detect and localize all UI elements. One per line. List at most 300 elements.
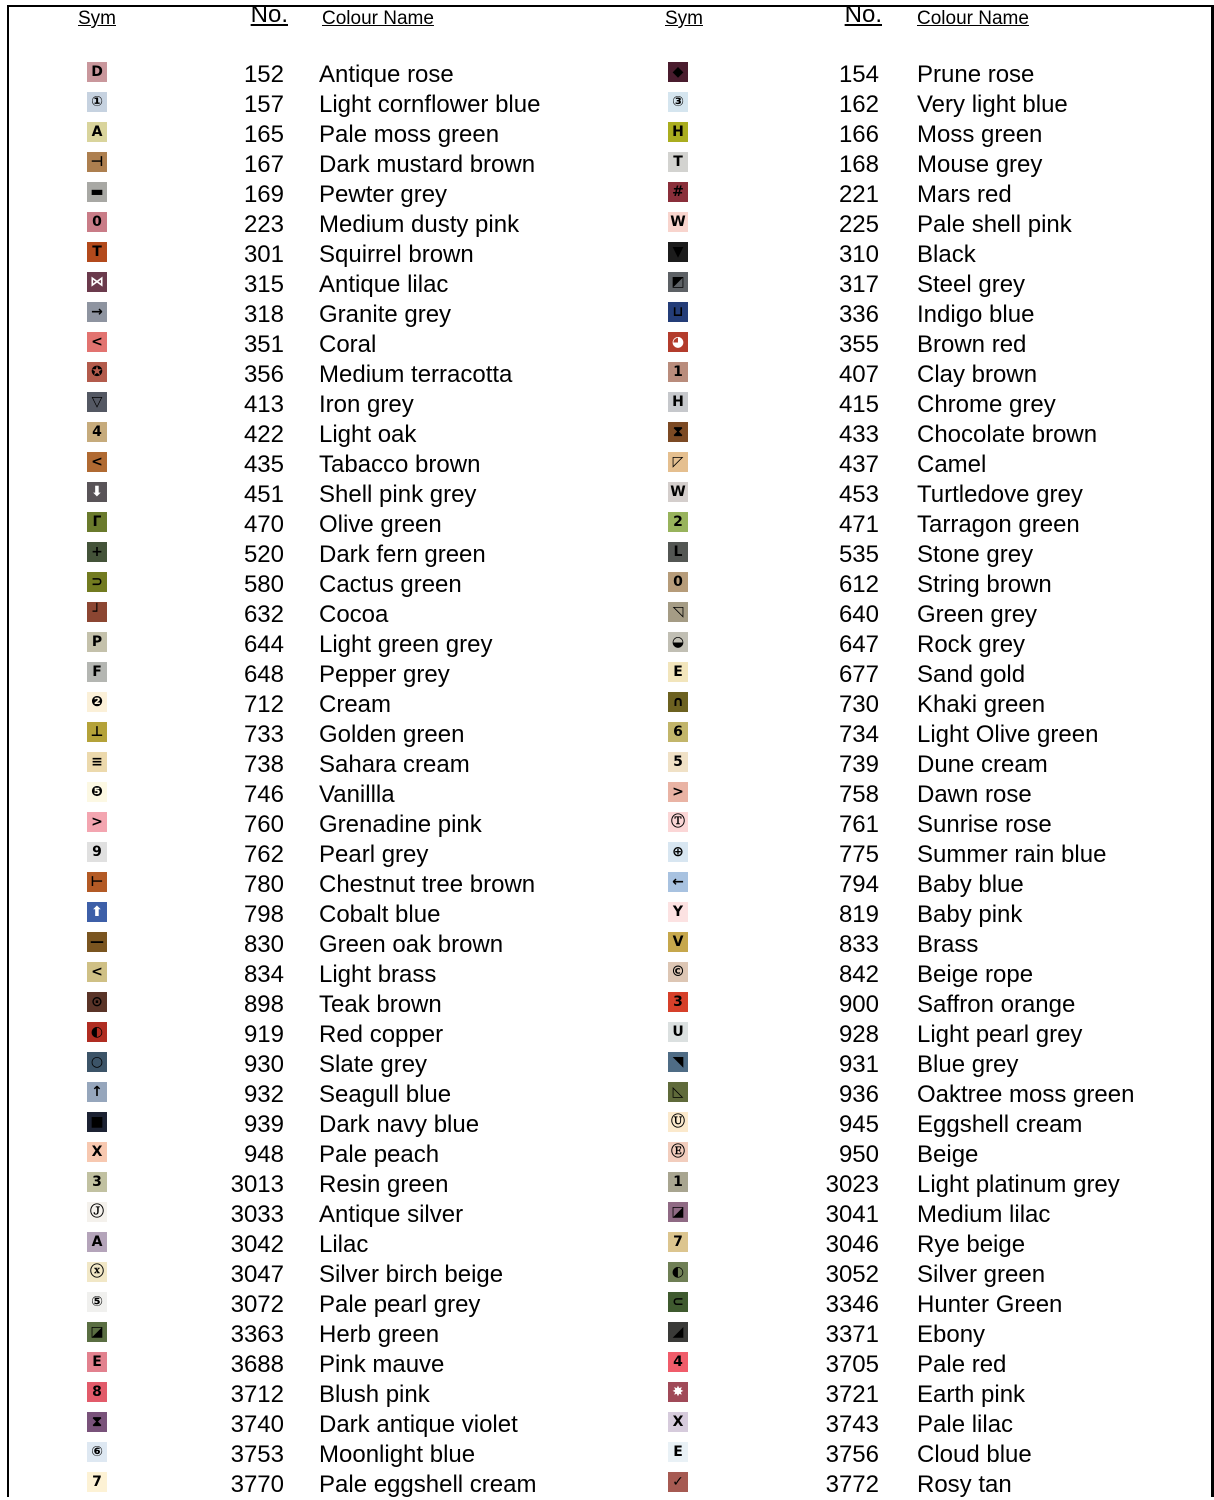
symbol-swatch: ▽ <box>87 392 107 412</box>
symbol-swatch: ▼ <box>668 242 688 262</box>
colour-number: 632 <box>243 601 284 628</box>
colour-name: Antique rose <box>319 61 454 88</box>
colour-row <box>668 1020 1214 1050</box>
colour-name: Earth pink <box>917 1381 1026 1408</box>
colour-number: 640 <box>838 601 879 628</box>
colour-name: Camel <box>917 451 987 478</box>
colour-number: 453 <box>838 481 879 508</box>
colour-name: Pale red <box>917 1351 1007 1378</box>
colour-name: Dune cream <box>917 751 1048 778</box>
symbol-swatch: V <box>668 932 688 952</box>
symbol-swatch: ✪ <box>87 362 107 382</box>
colour-name: Lilac <box>319 1231 369 1258</box>
colour-number: 154 <box>838 61 879 88</box>
symbol-swatch: Ⓤ <box>668 1112 688 1132</box>
colour-row <box>87 990 647 1020</box>
colour-row <box>668 1140 1214 1170</box>
colour-row <box>668 1230 1214 1260</box>
colour-number: 301 <box>243 241 284 268</box>
colour-number: 775 <box>838 841 879 868</box>
colour-row <box>87 270 647 300</box>
colour-number: 422 <box>243 421 284 448</box>
colour-number: 355 <box>838 331 879 358</box>
colour-row <box>668 630 1214 660</box>
colour-number: 3712 <box>230 1381 284 1408</box>
colour-name: Moss green <box>917 121 1043 148</box>
colour-row <box>87 720 647 750</box>
colour-name: Pale pearl grey <box>319 1291 481 1318</box>
colour-row <box>668 840 1214 870</box>
colour-name: Slate grey <box>319 1051 428 1078</box>
colour-name: Hunter Green <box>917 1291 1063 1318</box>
colour-name: Pale lilac <box>917 1411 1014 1438</box>
colour-row <box>87 660 647 690</box>
colour-number: 3033 <box>230 1201 284 1228</box>
symbol-swatch: ① <box>87 92 107 112</box>
colour-number: 351 <box>243 331 284 358</box>
colour-name: Red copper <box>319 1021 444 1048</box>
colour-name: Medium dusty pink <box>319 211 520 238</box>
colour-number: 760 <box>243 811 284 838</box>
colour-row <box>87 330 647 360</box>
colour-number: 648 <box>243 661 284 688</box>
colour-number: 3753 <box>230 1441 284 1468</box>
symbol-swatch: < <box>87 962 107 982</box>
header-sym-right: Sym <box>665 8 703 29</box>
colour-row <box>87 900 647 930</box>
colour-number: 3041 <box>825 1201 879 1228</box>
colour-name: Mars red <box>917 181 1012 208</box>
colour-number: 819 <box>838 901 879 928</box>
colour-row <box>668 870 1214 900</box>
colour-number: 780 <box>243 871 284 898</box>
colour-row <box>668 300 1214 330</box>
colour-name: Green oak brown <box>319 931 504 958</box>
symbol-swatch: > <box>87 812 107 832</box>
colour-row <box>668 1440 1214 1470</box>
symbol-swatch: ◹ <box>668 602 688 622</box>
colour-name: Turtledove grey <box>917 481 1083 508</box>
colour-number: 580 <box>243 571 284 598</box>
colour-row <box>668 1470 1214 1500</box>
colour-row <box>87 390 647 420</box>
colour-name: Silver green <box>917 1261 1046 1288</box>
symbol-swatch: 7 <box>668 1232 688 1252</box>
colour-name: Clay brown <box>917 361 1038 388</box>
colour-row <box>668 1200 1214 1230</box>
colour-row <box>668 480 1214 510</box>
colour-number: 157 <box>243 91 284 118</box>
symbol-swatch: Y <box>668 902 688 922</box>
colour-number: 945 <box>838 1111 879 1138</box>
colour-name: Light Olive green <box>917 721 1099 748</box>
colour-row <box>668 1260 1214 1290</box>
colour-row <box>87 1110 647 1140</box>
symbol-swatch: → <box>87 302 107 322</box>
colour-number: 169 <box>243 181 284 208</box>
colour-row <box>87 150 647 180</box>
colour-row <box>87 1470 647 1500</box>
colour-name: Rye beige <box>917 1231 1026 1258</box>
symbol-swatch: U <box>668 1022 688 1042</box>
symbol-swatch: ← <box>668 872 688 892</box>
colour-name: Medium terracotta <box>319 361 513 388</box>
symbol-swatch: 1 <box>668 1172 688 1192</box>
symbol-swatch: 8 <box>87 1382 107 1402</box>
colour-row <box>87 1230 647 1260</box>
colour-name: Light green grey <box>319 631 493 658</box>
symbol-swatch: ❷ <box>87 692 107 712</box>
colour-name: Cloud blue <box>917 1441 1032 1468</box>
symbol-swatch: ⧗ <box>87 1412 107 1432</box>
colour-number: 948 <box>243 1141 284 1168</box>
symbol-swatch: ⑥ <box>87 1442 107 1462</box>
symbol-swatch: ↑ <box>87 1082 107 1102</box>
colour-number: 3371 <box>825 1321 879 1348</box>
colour-name: Teak brown <box>319 991 442 1018</box>
colour-number: 3042 <box>230 1231 284 1258</box>
symbol-swatch: ⊃ <box>87 572 107 592</box>
colour-row <box>668 450 1214 480</box>
colour-name: Herb green <box>319 1321 440 1348</box>
colour-row <box>668 660 1214 690</box>
colour-number: 746 <box>243 781 284 808</box>
symbol-swatch: E <box>668 1442 688 1462</box>
symbol-swatch: E <box>668 662 688 682</box>
colour-row <box>668 180 1214 210</box>
symbol-swatch: ○ <box>87 1052 107 1072</box>
colour-name: Dark fern green <box>319 541 486 568</box>
colour-number: 3346 <box>825 1291 879 1318</box>
header-colour-name-right: Colour Name <box>917 8 1029 29</box>
colour-row <box>668 720 1214 750</box>
colour-name: Baby pink <box>917 901 1023 928</box>
colour-row <box>668 900 1214 930</box>
colour-name: Pearl grey <box>319 841 429 868</box>
colour-name: Blush pink <box>319 1381 430 1408</box>
symbol-swatch: ◆ <box>668 62 688 82</box>
colour-number: 733 <box>243 721 284 748</box>
colour-name: Tabacco brown <box>319 451 481 478</box>
colour-row <box>668 1170 1214 1200</box>
colour-number: 223 <box>243 211 284 238</box>
symbol-swatch: 9 <box>87 842 107 862</box>
colour-row <box>87 960 647 990</box>
colour-number: 413 <box>243 391 284 418</box>
colour-row <box>668 1410 1214 1440</box>
colour-name: Pale eggshell cream <box>319 1471 537 1498</box>
colour-row <box>668 780 1214 810</box>
colour-name: Light brass <box>319 961 437 988</box>
colour-number: 318 <box>243 301 284 328</box>
colour-number: 758 <box>838 781 879 808</box>
symbol-swatch: A <box>87 122 107 142</box>
symbol-swatch: < <box>87 332 107 352</box>
symbol-swatch: 7 <box>87 1472 107 1492</box>
colour-number: 3743 <box>825 1411 879 1438</box>
symbol-swatch: ✸ <box>668 1382 688 1402</box>
colour-name: Moonlight blue <box>319 1441 476 1468</box>
colour-row <box>668 1380 1214 1410</box>
symbol-swatch: 1 <box>668 362 688 382</box>
colour-number: 830 <box>243 931 284 958</box>
colour-name: String brown <box>917 571 1052 598</box>
colour-row <box>668 150 1214 180</box>
symbol-swatch: < <box>87 452 107 472</box>
colour-row <box>87 1350 647 1380</box>
colour-number: 738 <box>243 751 284 778</box>
symbol-swatch: H <box>668 392 688 412</box>
colour-number: 644 <box>243 631 284 658</box>
colour-name: Brass <box>917 931 979 958</box>
colour-row <box>87 210 647 240</box>
symbol-swatch: ③ <box>668 92 688 112</box>
colour-name: Chrome grey <box>917 391 1056 418</box>
colour-number: 3688 <box>230 1351 284 1378</box>
colour-number: 435 <box>243 451 284 478</box>
symbol-swatch: © <box>668 962 688 982</box>
colour-number: 794 <box>838 871 879 898</box>
colour-name: Baby blue <box>917 871 1024 898</box>
symbol-swatch: > <box>668 782 688 802</box>
symbol-swatch: ◩ <box>668 272 688 292</box>
symbol-swatch: Ⓣ <box>668 812 688 832</box>
symbol-swatch: ≡ <box>87 752 107 772</box>
symbol-swatch: ⊕ <box>668 842 688 862</box>
colour-number: 919 <box>243 1021 284 1048</box>
colour-name: Chocolate brown <box>917 421 1098 448</box>
symbol-swatch: 0 <box>668 572 688 592</box>
colour-name: Beige rope <box>917 961 1034 988</box>
colour-number: 451 <box>243 481 284 508</box>
colour-name: Light cornflower blue <box>319 91 541 118</box>
colour-row <box>87 300 647 330</box>
colour-number: 221 <box>838 181 879 208</box>
colour-name: Rock grey <box>917 631 1026 658</box>
colour-name: Cocoa <box>319 601 389 628</box>
colour-number: 950 <box>838 1141 879 1168</box>
colour-number: 168 <box>838 151 879 178</box>
symbol-swatch: 0 <box>87 212 107 232</box>
colour-row <box>668 1080 1214 1110</box>
frame-left-border <box>7 5 9 1497</box>
colour-number: 3772 <box>825 1471 879 1498</box>
colour-number: 798 <box>243 901 284 928</box>
colour-row <box>87 870 647 900</box>
colour-number: 3046 <box>825 1231 879 1258</box>
colour-name: Khaki green <box>917 691 1046 718</box>
symbol-swatch: ⊂ <box>668 1292 688 1312</box>
colour-row <box>87 450 647 480</box>
symbol-swatch: X <box>668 1412 688 1432</box>
colour-number: 930 <box>243 1051 284 1078</box>
symbol-swatch: ⋈ <box>87 272 107 292</box>
colour-number: 3721 <box>825 1381 879 1408</box>
colour-row <box>668 690 1214 720</box>
colour-name: Coral <box>319 331 377 358</box>
colour-row <box>668 120 1214 150</box>
symbol-swatch: Γ <box>87 512 107 532</box>
symbol-swatch: ⓧ <box>87 1262 107 1282</box>
colour-name: Ebony <box>917 1321 986 1348</box>
colour-number: 3770 <box>230 1471 284 1498</box>
colour-row <box>668 330 1214 360</box>
colour-name: Brown red <box>917 331 1027 358</box>
colour-name: Sunrise rose <box>917 811 1052 838</box>
symbol-swatch: ⑤ <box>87 1292 107 1312</box>
colour-number: 356 <box>243 361 284 388</box>
symbol-swatch: ◸ <box>668 452 688 472</box>
colour-name: Pale moss green <box>319 121 500 148</box>
symbol-swatch: ◺ <box>668 1082 688 1102</box>
symbol-swatch: ■ <box>87 1112 107 1132</box>
symbol-swatch: ◥ <box>668 1052 688 1072</box>
colour-row <box>87 1170 647 1200</box>
symbol-swatch: ⬆ <box>87 902 107 922</box>
colour-row <box>87 360 647 390</box>
colour-row <box>87 480 647 510</box>
symbol-swatch: ⊣ <box>87 152 107 172</box>
colour-row <box>87 810 647 840</box>
colour-row <box>87 540 647 570</box>
symbol-swatch: 5 <box>668 752 688 772</box>
colour-number: 225 <box>838 211 879 238</box>
symbol-swatch: ❺ <box>87 782 107 802</box>
colour-number: 762 <box>243 841 284 868</box>
symbol-swatch: ⊔ <box>668 302 688 322</box>
colour-row <box>87 930 647 960</box>
colour-name: Granite grey <box>319 301 452 328</box>
colour-row <box>87 1200 647 1230</box>
colour-name: Cobalt blue <box>319 901 441 928</box>
colour-number: 3023 <box>825 1171 879 1198</box>
colour-row <box>87 1140 647 1170</box>
colour-row <box>668 750 1214 780</box>
symbol-swatch: ◒ <box>668 632 688 652</box>
header-sym-left: Sym <box>78 8 116 29</box>
symbol-swatch: T <box>668 152 688 172</box>
colour-number: 932 <box>243 1081 284 1108</box>
colour-name: Resin green <box>319 1171 449 1198</box>
colour-name: Rosy tan <box>917 1471 1012 1498</box>
colour-name: Dark mustard brown <box>319 151 536 178</box>
symbol-swatch: ◕ <box>668 332 688 352</box>
colour-name: Sahara cream <box>319 751 470 778</box>
colour-row <box>87 510 647 540</box>
colour-name: Green grey <box>917 601 1038 628</box>
colour-row <box>87 630 647 660</box>
colour-name: Stone grey <box>917 541 1034 568</box>
colour-name: Chestnut tree brown <box>319 871 536 898</box>
colour-row <box>87 1440 647 1470</box>
colour-name: Pale peach <box>319 1141 440 1168</box>
colour-name: Shell pink grey <box>319 481 477 508</box>
symbol-swatch: ∩ <box>668 692 688 712</box>
colour-name: Pink mauve <box>319 1351 445 1378</box>
colour-number: 315 <box>243 271 284 298</box>
colour-name: Beige <box>917 1141 979 1168</box>
symbol-swatch: ⊙ <box>87 992 107 1012</box>
colour-row <box>668 1290 1214 1320</box>
symbol-swatch: W <box>668 212 688 232</box>
colour-row <box>668 990 1214 1020</box>
colour-name: Eggshell cream <box>917 1111 1083 1138</box>
colour-number: 336 <box>838 301 879 328</box>
colour-number: 162 <box>838 91 879 118</box>
colour-name: Oaktree moss green <box>917 1081 1135 1108</box>
symbol-swatch: 4 <box>87 422 107 442</box>
colour-number: 647 <box>838 631 879 658</box>
symbol-swatch: ✓ <box>668 1472 688 1492</box>
symbol-swatch: + <box>87 542 107 562</box>
colour-row <box>668 90 1214 120</box>
colour-name: Golden green <box>319 721 465 748</box>
colour-name: Antique silver <box>319 1201 464 1228</box>
colour-number: 900 <box>838 991 879 1018</box>
symbol-swatch: 6 <box>668 722 688 742</box>
colour-row <box>668 960 1214 990</box>
symbol-swatch: Ⓙ <box>87 1202 107 1222</box>
colour-row <box>668 210 1214 240</box>
colour-name: Medium lilac <box>917 1201 1051 1228</box>
colour-number: 3052 <box>825 1261 879 1288</box>
colour-name: Light pearl grey <box>917 1021 1083 1048</box>
symbol-swatch: ⊥ <box>87 722 107 742</box>
colour-name: Vanillla <box>319 781 395 808</box>
symbol-swatch: — <box>87 932 107 952</box>
colour-number: 931 <box>838 1051 879 1078</box>
colour-number: 437 <box>838 451 879 478</box>
symbol-swatch: ◪ <box>87 1322 107 1342</box>
colour-name: Light oak <box>319 421 417 448</box>
colour-number: 677 <box>838 661 879 688</box>
colour-row <box>87 570 647 600</box>
header-colour-name-left: Colour Name <box>322 8 434 29</box>
colour-name: Silver birch beige <box>319 1261 504 1288</box>
symbol-swatch: W <box>668 482 688 502</box>
colour-number: 936 <box>838 1081 879 1108</box>
colour-row <box>87 1260 647 1290</box>
colour-number: 165 <box>243 121 284 148</box>
symbol-swatch: ◪ <box>668 1202 688 1222</box>
colour-row <box>87 60 647 90</box>
colour-row <box>87 120 647 150</box>
colour-number: 3072 <box>230 1291 284 1318</box>
colour-name: Blue grey <box>917 1051 1019 1078</box>
symbol-swatch: # <box>668 182 688 202</box>
colour-number: 833 <box>838 931 879 958</box>
colour-row <box>87 90 647 120</box>
colour-row <box>87 1080 647 1110</box>
colour-name: Cactus green <box>319 571 462 598</box>
colour-row <box>87 420 647 450</box>
colour-name: Olive green <box>319 511 442 538</box>
colour-name: Pepper grey <box>319 661 450 688</box>
symbol-swatch: F <box>87 662 107 682</box>
colour-number: 939 <box>243 1111 284 1138</box>
colour-number: 152 <box>243 61 284 88</box>
colour-number: 3740 <box>230 1411 284 1438</box>
symbol-swatch: 3 <box>668 992 688 1012</box>
colour-number: 317 <box>838 271 879 298</box>
colour-row <box>87 1410 647 1440</box>
colour-name: Saffron orange <box>917 991 1076 1018</box>
colour-number: 520 <box>243 541 284 568</box>
colour-row <box>668 60 1214 90</box>
colour-name: Steel grey <box>917 271 1026 298</box>
header-no-right: No. <box>844 1 882 28</box>
symbol-swatch: ⧗ <box>668 422 688 442</box>
